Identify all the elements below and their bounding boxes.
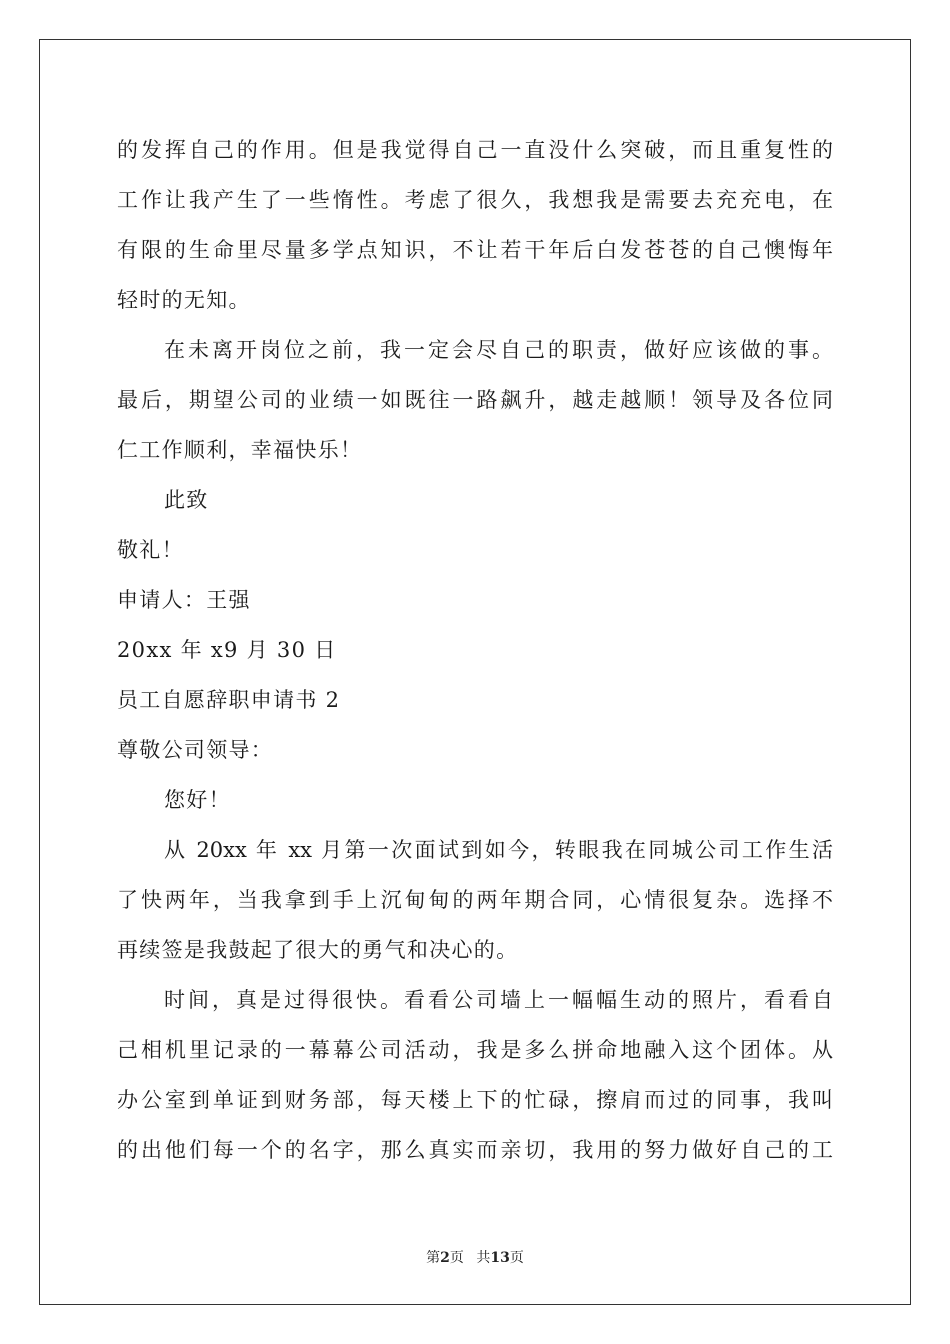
page-total: 共13页	[476, 1250, 524, 1266]
text-line: 办公室到单证到财务部，每天楼上下的忙碌，擦肩而过的同事，我叫	[117, 1088, 833, 1112]
text-line: 轻时的无知。	[117, 288, 251, 312]
text-line: 仁工作顺利，幸福快乐！	[117, 438, 363, 462]
text-line: 申请人：王强	[117, 588, 251, 612]
text-line: 己相机里记录的一幕幕公司活动，我是多么拼命地融入这个团体。从	[117, 1038, 833, 1062]
document-body	[117, 128, 833, 1178]
text-line: 最后，期望公司的业绩一如既往一路飙升，越走越顺！领导及各位同	[117, 388, 833, 412]
text-line: 从 20xx 年 xx 月第一次面试到如今，转眼我在同城公司工作生活	[164, 838, 833, 862]
text-line: 在未离开岗位之前，我一定会尽自己的职责，做好应该做的事。	[164, 338, 833, 362]
text-line: 此致	[164, 488, 209, 512]
text-line: 尊敬公司领导：	[117, 738, 274, 762]
text-line: 有限的生命里尽量多学点知识，不让若干年后白发苍苍的自己懊悔年	[117, 238, 833, 262]
page-number: 第2页	[426, 1250, 464, 1266]
text-line: 再续签是我鼓起了很大的勇气和决心的。	[117, 938, 519, 962]
text-line: 了快两年，当我拿到手上沉甸甸的两年期合同，心情很复杂。选择不	[117, 888, 833, 912]
page-footer	[0, 1247, 950, 1267]
text-line: 您好！	[164, 788, 231, 812]
text-line: 敬礼！	[117, 538, 184, 562]
text-line: 员工自愿辞职申请书 2	[117, 688, 341, 712]
text-line: 的出他们每一个的名字，那么真实而亲切，我用的努力做好自己的工	[117, 1138, 833, 1162]
text-line: 的发挥自己的作用。但是我觉得自己一直没什么突破，而且重复性的	[117, 138, 833, 162]
text-line: 20xx 年 x9 月 30 日	[117, 638, 337, 662]
text-line: 时间，真是过得很快。看看公司墙上一幅幅生动的照片，看看自	[164, 988, 833, 1012]
text-line: 工作让我产生了一些惰性。考虑了很久，我想我是需要去充充电，在	[117, 188, 833, 212]
